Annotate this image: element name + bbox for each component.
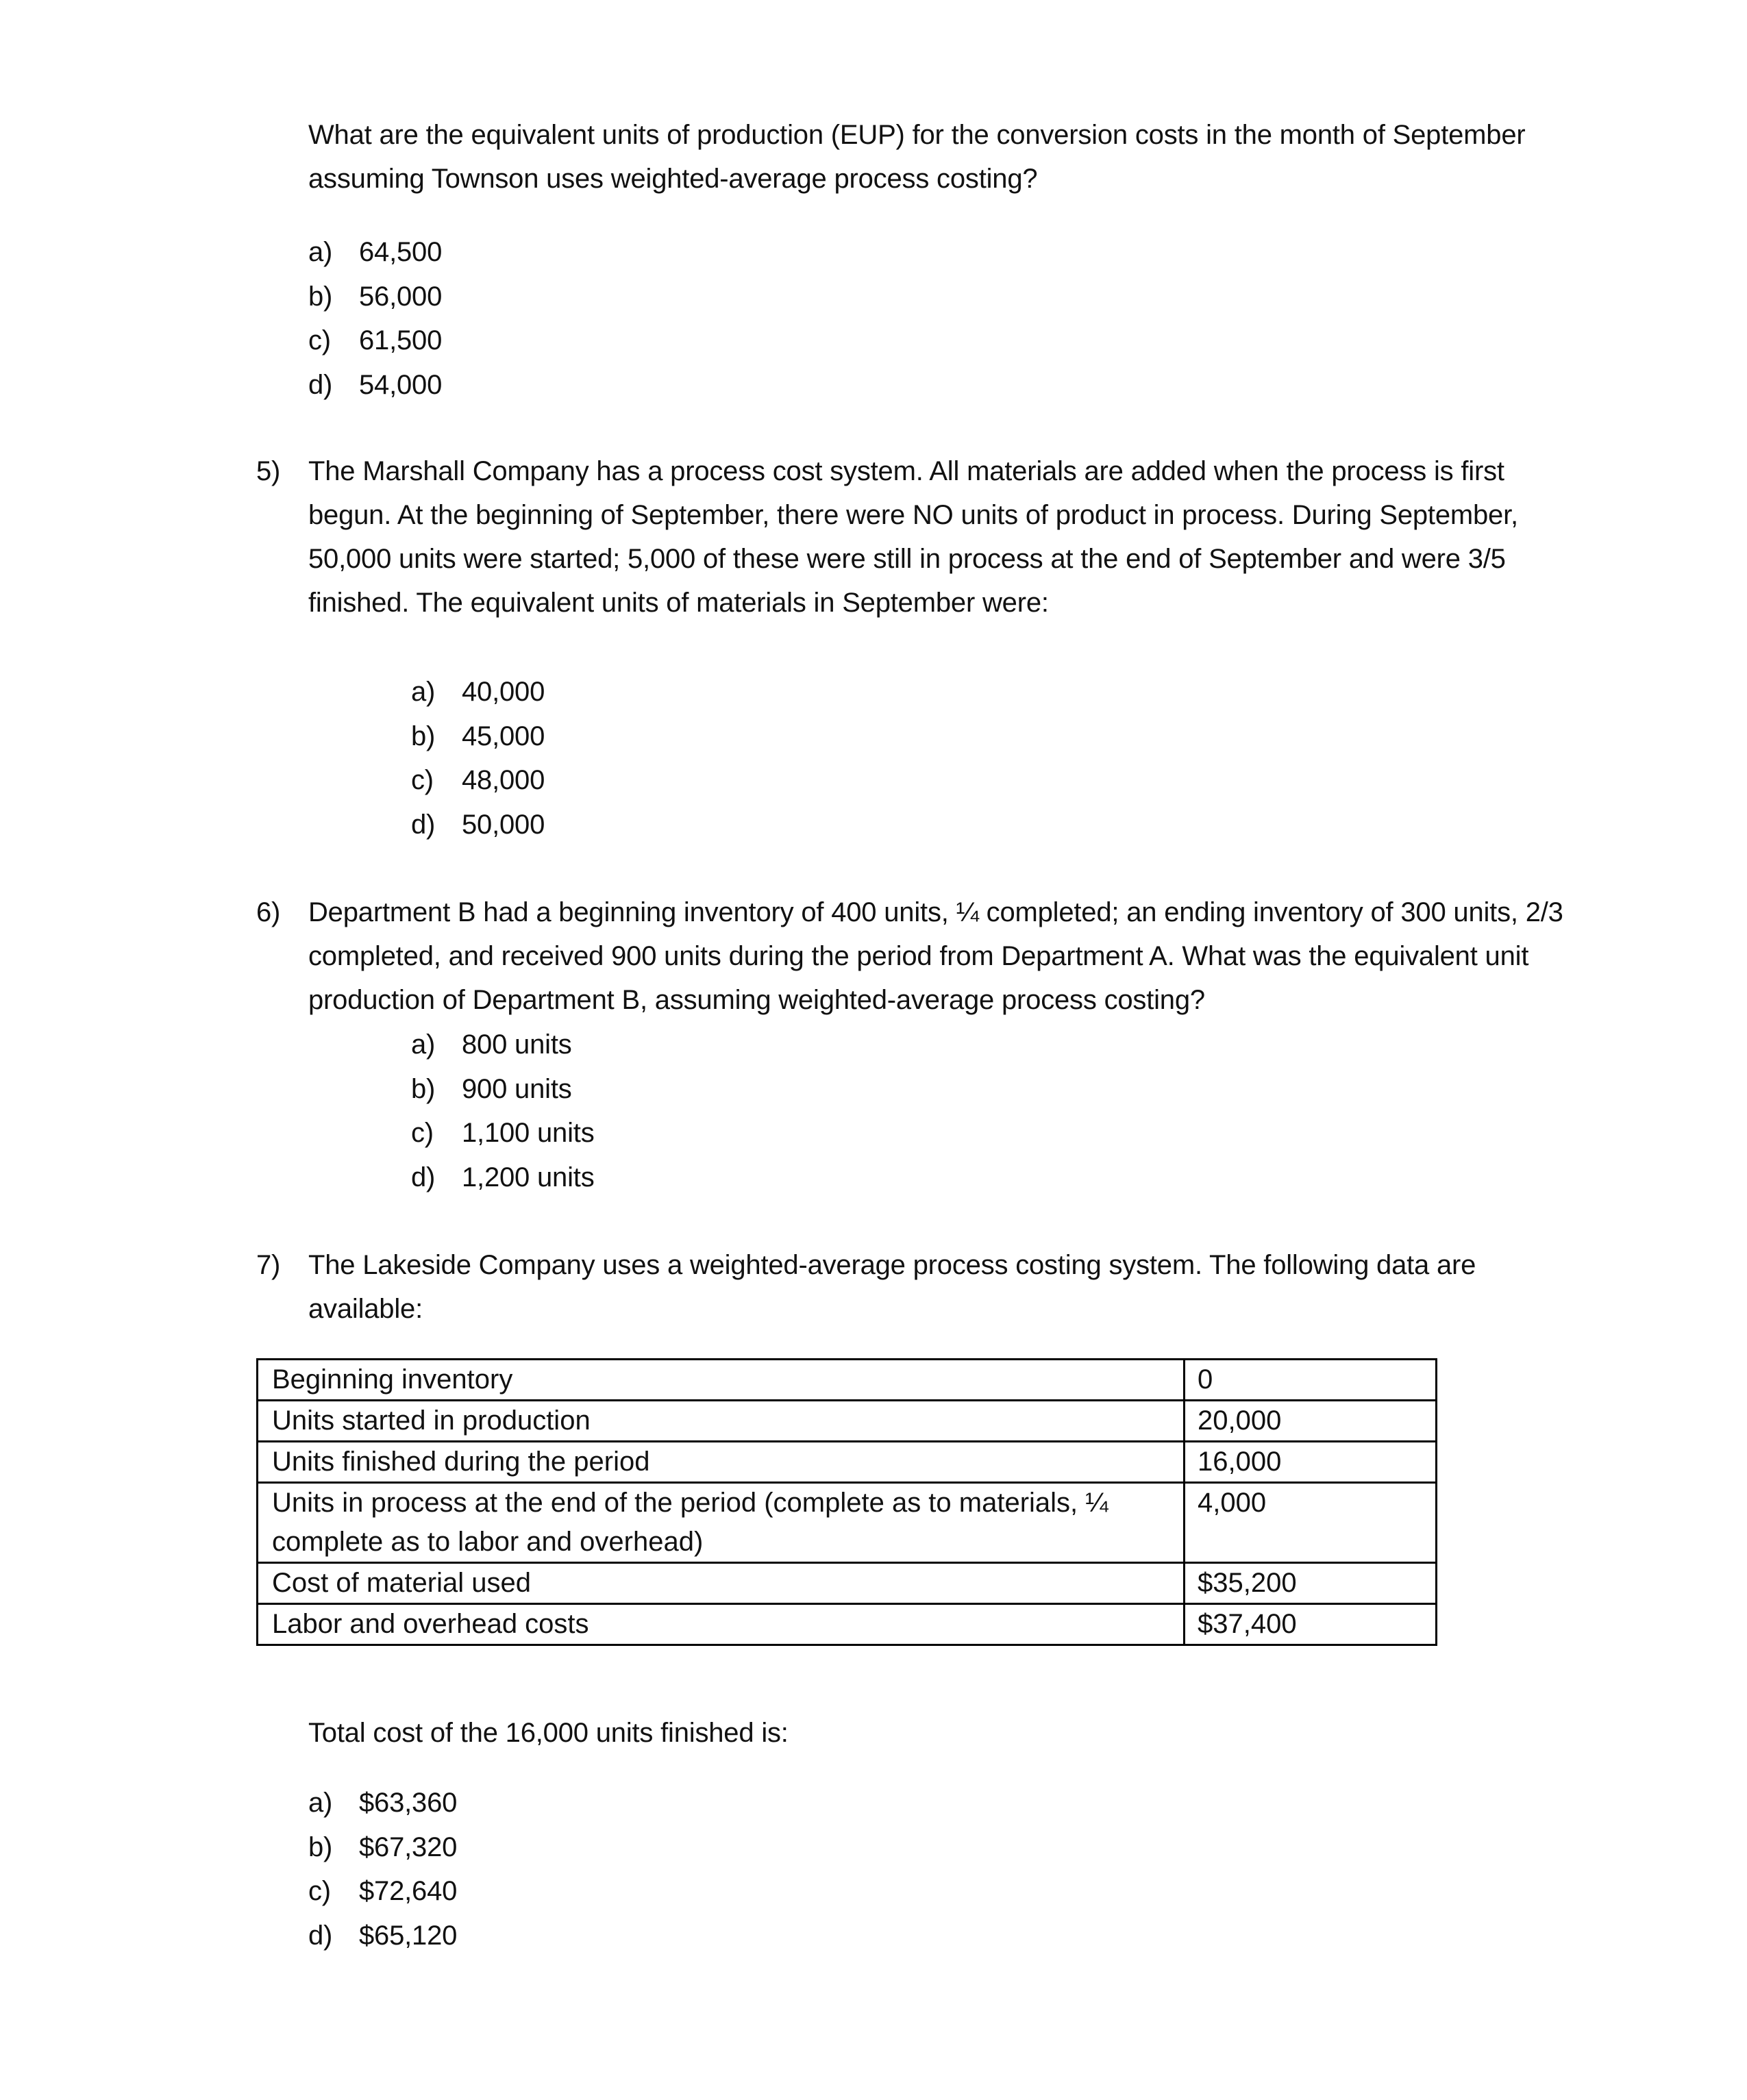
- option-value: 64,500: [359, 237, 443, 267]
- q6-option-b[interactable]: [411, 1067, 822, 1112]
- table-cell-label: Cost of material used: [258, 1563, 1185, 1604]
- q4-option-b[interactable]: [308, 275, 719, 319]
- q5-option-a[interactable]: [411, 670, 822, 714]
- table-row: [258, 1604, 1437, 1645]
- option-label: c): [411, 1118, 434, 1148]
- q5-options: [411, 670, 822, 847]
- table-cell-value: $35,200: [1185, 1563, 1437, 1604]
- option-label: c): [411, 765, 434, 795]
- table-cell-label: Units started in production: [258, 1401, 1185, 1442]
- table-cell-value: 16,000: [1185, 1442, 1437, 1483]
- table-row: [258, 1401, 1437, 1442]
- option-value: 40,000: [462, 677, 545, 707]
- q5-option-d[interactable]: [411, 803, 822, 847]
- option-label: c): [308, 325, 331, 355]
- option-label: a): [411, 677, 436, 707]
- option-label: d): [411, 809, 436, 840]
- option-label: a): [411, 1029, 436, 1060]
- q6-options: [411, 1023, 822, 1199]
- table-cell-value: 4,000: [1185, 1483, 1437, 1563]
- q5-question-text: The Marshall Company has a process cost system. All materials are added when the process is first begun. At the beginning of September, there were NO units of product in process. During September, 50,000 units were started; 5,000 of these were still in process at the end of September and were 3/5 finished. The equivalent units of materials in September were:: [308, 456, 1518, 618]
- q7-option-b[interactable]: [308, 1825, 719, 1870]
- q4-option-a[interactable]: [308, 230, 719, 275]
- q7-option-d[interactable]: [308, 1914, 719, 1958]
- option-value: 56,000: [359, 281, 443, 312]
- q6-option-a[interactable]: [411, 1023, 822, 1067]
- q7-data-table: [256, 1358, 1437, 1646]
- table-cell-value: 20,000: [1185, 1401, 1437, 1442]
- option-label: a): [308, 1788, 333, 1818]
- q7-options: [308, 1781, 719, 1958]
- option-label: b): [411, 721, 436, 751]
- option-label: c): [308, 1876, 331, 1906]
- table-row: [258, 1563, 1437, 1604]
- option-value: 48,000: [462, 765, 545, 795]
- option-label: d): [411, 1162, 436, 1192]
- table-cell-label: Beginning inventory: [258, 1360, 1185, 1401]
- table-cell-value: $37,400: [1185, 1604, 1437, 1645]
- option-value: $65,120: [359, 1920, 458, 1951]
- option-value: 54,000: [359, 369, 443, 400]
- option-value: 900 units: [462, 1073, 572, 1104]
- option-value: $72,640: [359, 1876, 458, 1906]
- q6-option-c[interactable]: [411, 1111, 822, 1155]
- option-label: d): [308, 1920, 333, 1951]
- option-value: $67,320: [359, 1832, 458, 1862]
- q4-options: [308, 230, 719, 407]
- option-label: d): [308, 369, 333, 400]
- q5-option-b[interactable]: [411, 714, 822, 759]
- q7-prompt: Total cost of the 16,000 units finished is:: [308, 1718, 789, 1748]
- table-cell-label: Units finished during the period: [258, 1442, 1185, 1483]
- option-value: $63,360: [359, 1788, 458, 1818]
- q5-option-c[interactable]: [411, 758, 822, 803]
- q7-option-c[interactable]: [308, 1869, 719, 1914]
- option-label: b): [308, 1832, 333, 1862]
- q7-option-a[interactable]: [308, 1781, 719, 1825]
- table-row: [258, 1360, 1437, 1401]
- option-label: b): [411, 1073, 436, 1104]
- q4-question-text: What are the equivalent units of production (EUP) for the conversion costs in the month of September assuming Townson uses weighted-average process costing?: [308, 120, 1526, 194]
- q6-number: 6): [256, 897, 281, 927]
- option-value: 45,000: [462, 721, 545, 751]
- q5-number: 5): [256, 456, 281, 486]
- table-row: [258, 1442, 1437, 1483]
- option-value: 61,500: [359, 325, 443, 355]
- q4-option-d[interactable]: [308, 363, 719, 408]
- option-label: b): [308, 281, 333, 312]
- q6-question-text: Department B had a beginning inventory of 400 units, ¼ completed; an ending inventory of 300 units, 2/3 completed, and received 900 units during the period from Department A. What was the equivalent unit production of Department B, assuming weighted-average process costing?: [308, 897, 1563, 1015]
- option-label: a): [308, 237, 333, 267]
- option-value: 50,000: [462, 809, 545, 840]
- option-value: 1,200 units: [462, 1162, 595, 1192]
- option-value: 800 units: [462, 1029, 572, 1060]
- table-cell-value: 0: [1185, 1360, 1437, 1401]
- option-value: 1,100 units: [462, 1118, 595, 1148]
- table-cell-label: Units in process at the end of the period (complete as to materials, ¼ complete as to labor and overhead): [258, 1483, 1185, 1563]
- q6-option-d[interactable]: [411, 1155, 822, 1200]
- table-cell-label: Labor and overhead costs: [258, 1604, 1185, 1645]
- table-row: [258, 1483, 1437, 1563]
- q7-number: 7): [256, 1250, 281, 1280]
- q4-option-c[interactable]: [308, 318, 719, 363]
- q7-question-text: The Lakeside Company uses a weighted-average process costing system. The following data are available:: [308, 1250, 1476, 1324]
